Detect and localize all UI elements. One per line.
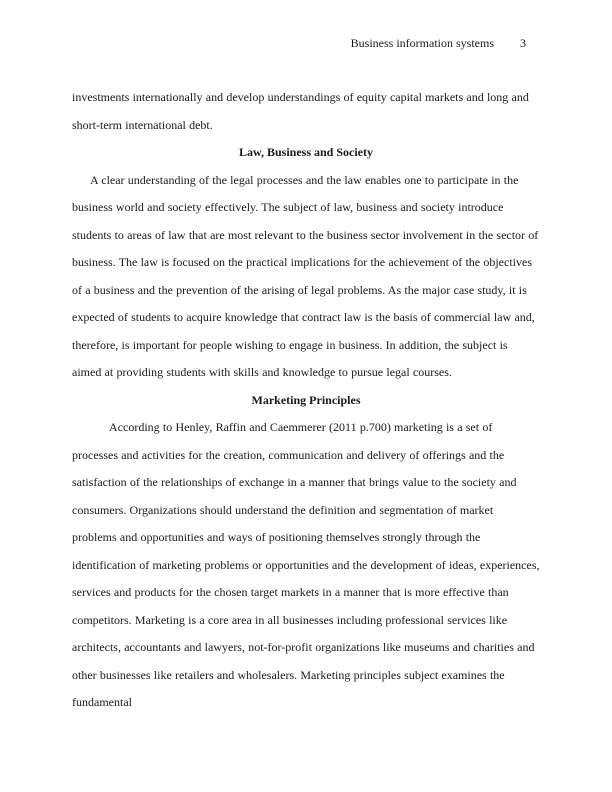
running-head-title: Business information systems — [350, 36, 494, 50]
paragraph-international-debt: investments internationally and develop understandings of equity capital markets and long and short-term international debt. — [72, 90, 529, 132]
paragraph-law-business-society: A clear understanding of the legal processes and the law enables one to participate in the business world and society effectively. The subject of law, business and society introduce students to areas of law that are most relevant to the business sector involvement in the sector of business. The law is focused on the practical implications for the achievement of the objectives of a business and the prevention of the arising of legal problems. As the major case study, it is expected of students to acquire knowledge that contract law is the basis of commercial law and, therefore, is important for people wishing to engage in business. In addition, the subject is aimed at providing students with skills and knowledge to pursue legal courses. — [72, 172, 539, 379]
heading-marketing-principles: Marketing Principles — [251, 392, 361, 407]
paragraph-marketing-principles: According to Henley, Raffin and Caemmerer (2011 p.700) marketing is a set of processes and activities for the creation, communication and delivery of offerings and the satisfaction of the relationships of exchange in a manner that brings value to the society and consumers. Organizations should understand the definition and segmentation of market problems and opportunities and ways of positioning themselves strongly through the identification of marketing problems or opportunities and the development of ideas, experiences, services and products for the chosen target markets in a manner that is more effective than competitors. Marketing is a core area in all businesses including professional services like architects, accountants and lawyers, not-for-profit organizations like museums and charities and other businesses like retailers and wholesalers. Marketing principles subject examines the fundamental — [72, 420, 540, 709]
heading-law-business-society: Law, Business and Society — [238, 145, 374, 159]
page-header — [72, 36, 540, 50]
page-number: 3 — [520, 36, 526, 50]
document-body — [72, 84, 540, 717]
